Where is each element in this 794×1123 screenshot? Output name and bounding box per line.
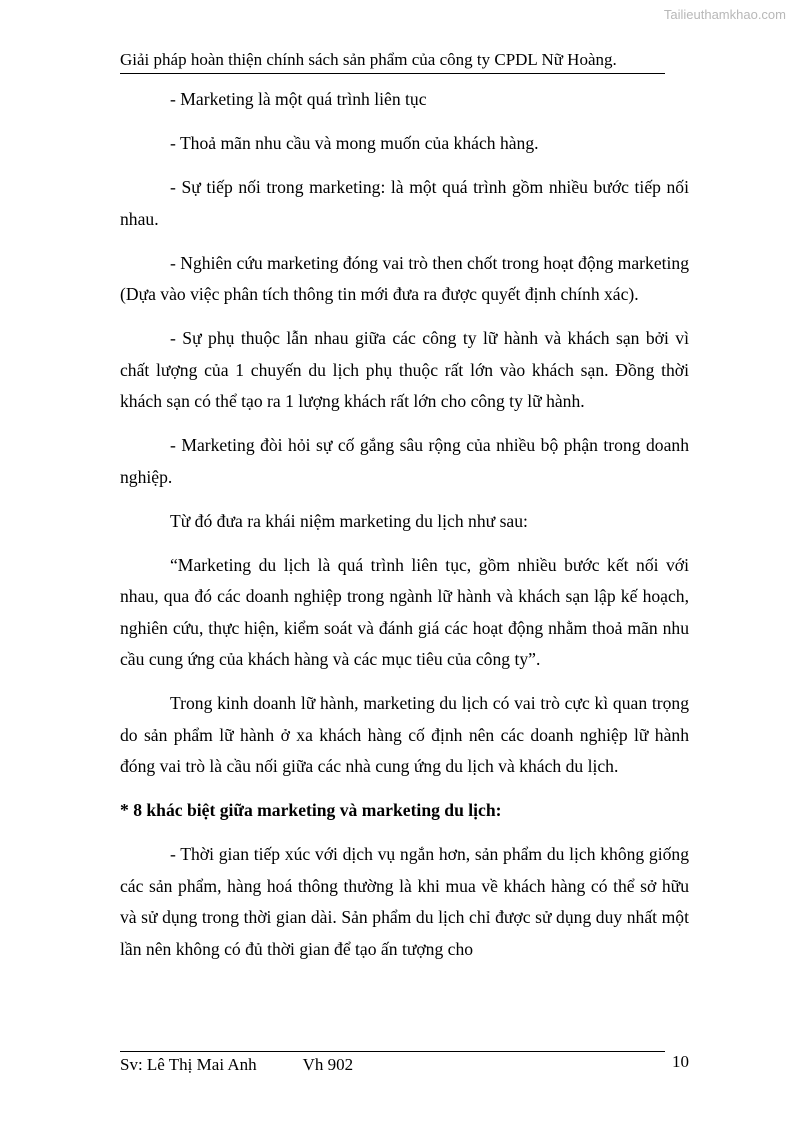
section-heading: * 8 khác biệt giữa marketing và marketing du lịch: <box>120 800 502 820</box>
student-name: Sv: Lê Thị Mai Anh <box>120 1055 257 1074</box>
paragraph-7: Từ đó đưa ra khái niệm marketing du lịch như sau: <box>170 510 528 531</box>
paragraph-4: - Nghiên cứu marketing đóng vai trò then chốt trong hoạt động marketing (Dựa vào việc phân tích thông tin mới đưa ra được quyết định chính xác). <box>120 252 689 304</box>
footer-divider <box>120 1051 665 1052</box>
paragraph-10: - Thời gian tiếp xúc với dịch vụ ngắn hơn, sản phẩm du lịch không giống các sản phẩm, hàng hoá thông thường là khi mua về khách hàng có thể sở hữu và sử dụng trong thời gian dài. Sản phẩm du lịch chỉ được sử dụng duy nhất một lần nên không có đủ thời gian để tạo ấn tượng cho <box>120 844 689 959</box>
page-number: 10 <box>672 1052 689 1071</box>
paragraph-3: - Sự tiếp nối trong marketing: là một quá trình gồm nhiều bước tiếp nối nhau. <box>120 177 689 229</box>
page-header: Giải pháp hoàn thiện chính sách sản phẩm của công ty CPDL Nữ Hoàng. <box>120 50 665 74</box>
paragraph-8: “Marketing du lịch là quá trình liên tục, gồm nhiều bước kết nối với nhau, qua đó các doanh nghiệp trong ngành lữ hành và khách sạn lập kế hoạch, nghiên cứu, thực hiện, kiểm soát và đánh giá các hoạt động nhằm thoả mãn nhu cầu cung ứng của khách hàng và các mục tiêu của công ty”. <box>120 554 689 669</box>
class-code: Vh 902 <box>302 1055 354 1074</box>
paragraph-5: - Sự phụ thuộc lẫn nhau giữa các công ty lữ hành và khách sạn bởi vì chất lượng của 1 chuyến du lịch phụ thuộc rất lớn vào khách sạn. Đồng thời khách sạn có thể tạo ra 1 lượng khách rất lớn cho công ty lữ hành. <box>120 328 689 411</box>
paragraph-6: - Marketing đòi hỏi sự cố gắng sâu rộng của nhiều bộ phận trong doanh nghiệp. <box>120 435 689 487</box>
paragraph-9: Trong kinh doanh lữ hành, marketing du lịch có vai trò cực kì quan trọng do sản phẩm lữ hành ở xa khách hàng cố định nên các doanh nghiệp lữ hành đóng vai trò là cầu nối giữa các nhà cung ứng du lịch và khách du lịch. <box>120 693 689 776</box>
paragraph-1: - Marketing là một quá trình liên tục <box>170 89 427 109</box>
paragraph-2: - Thoả mãn nhu cầu và mong muốn của khách hàng. <box>170 133 539 153</box>
page-footer <box>120 1055 353 1075</box>
document-body <box>120 84 689 978</box>
watermark: Tailieuthamkhao.com <box>663 7 786 22</box>
